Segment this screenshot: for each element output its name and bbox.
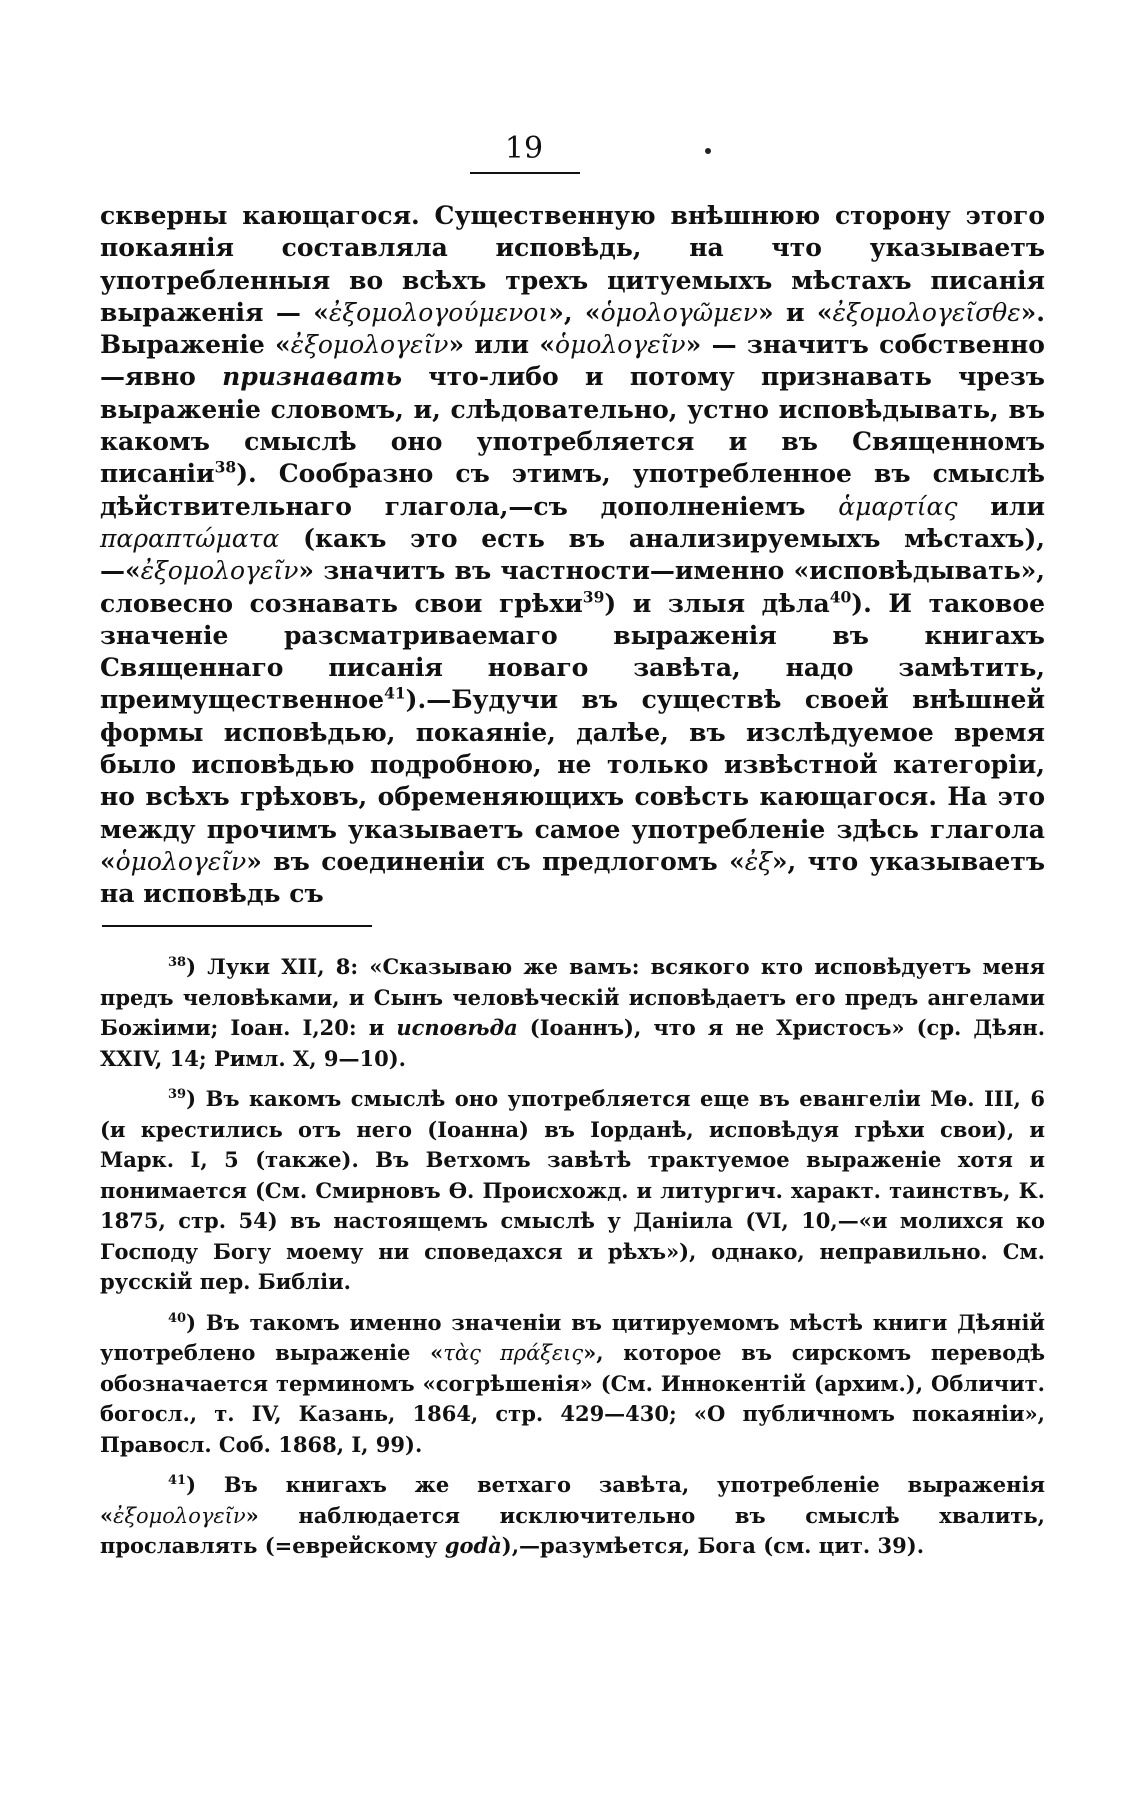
footnote-ref-39: 39	[582, 587, 605, 607]
page-number: 19	[504, 131, 544, 166]
footnote-41: $^{41}$) Въ книгахъ же ветхаго завѣта, употребленіе выраженія «ἐξομολογεῖν» наблюдается исключительно въ смыслѣ хвалить, прославлять (=еврейскому godà),—разумѣется, Бога (см. цит. 39).	[100, 1472, 1045, 1558]
main-paragraph: скверны кающагося. Существенную внѣшнюю сторону этого покаянія составляла исповѣдь, на что указываетъ употребленныя во всѣхъ трехъ цитуемыхъ мѣстахъ писанія выраженія — «ἐξομολογούμενοι», «ὁμολογῶμεν» и «ἐξομολογεῖσθε». Выраженіе «ἐξομολογεῖν» или «ὁμολογεῖν» — значитъ собственно—явно признавать что-либо и потому признавать чрезъ выраженіе словомъ, и, слѣдовательно, устно исповѣдывать, въ какомъ смыслѣ оно употребляется и въ Священномъ писаніи$^{38}$). Сообразно съ этимъ, употребленное въ смыслѣ дѣйствительнаго глагола,—съ дополненіемъ ἁμαρτίας или παραπτώματα (какъ это есть въ анализируемыхъ мѣстахъ),—«ἐξομολογεῖν» значитъ въ частности—именно «исповѣдывать», словесно сознавать свои грѣхи$^{39}$) и злыя дѣла$^{40}$). И таковое значеніе разсматриваемаго выраженія въ книгахъ Священнаго писанія новаго завѣта, надо замѣтить, преимущественное$^{41}$).—Будучи въ существѣ своей внѣшней формы исповѣдью, покаяніе, далѣе, въ изслѣдуемое время было исповѣдью подробною, не только извѣстной категоріи, но всѣхъ грѣховъ, обременяющихъ совѣсть кающагося. На это между прочимъ указываетъ самое употребленіе здѣсь глагола «ὁμολογεῖν» въ соединеніи съ предлогомъ «ἐξ», что указываетъ на исповѣдь съ	[100, 201, 1046, 909]
footnote-ref-38: 38	[214, 458, 237, 478]
footnote-ref-40: 40	[829, 587, 852, 607]
page-number-rule	[470, 172, 580, 174]
footnote-38: $^{38}$) Луки XII, 8: «Сказываю же вамъ: всякого кто исповѣдуетъ меня предъ человѣками, и Сынъ человѣческій исповѣдаетъ его предъ ангелами Божіими; Іоан. I,20: и исповѣда (Іоаннъ), что я не Христосъ» (ср. Дѣян. XXIV, 14; Римл. X, 9—10).	[100, 954, 1046, 1071]
footnote-40: $^{40}$) Въ такомъ именно значеніи въ цитируемомъ мѣстѣ книги Дѣяній употреблено выраженіе «τὰς πράξεις», которое въ сирскомъ переводѣ обозначается терминомъ «согрѣшенія» (См. Иннокентій (архим.), Обличит. богосл., т. IV, Казань, 1864, стр. 429—430; «О публичномъ покаяніи», Правосл. Соб. 1868, I, 99).	[100, 1309, 1045, 1457]
footnote-ref-41: 41	[384, 684, 406, 704]
footnotes	[100, 952, 1045, 1572]
speck-mark	[705, 148, 711, 154]
main-text	[100, 200, 1045, 911]
footnote-separator	[102, 925, 372, 927]
footnote-39: $^{39}$) Въ какомъ смыслѣ оно употребляется еще въ евангеліи Мѳ. III, 6 (и крестились отъ него (Іоанна) въ Іорданѣ, исповѣдуя грѣхи свои), и Марк. I, 5 (также). Въ Ветхомъ завѣтѣ трактуемое выраженіе хотя и понимается (См. Смирновъ Ѳ. Происхожд. и литургич. характ. таинствъ, К. 1875, стр. 54) въ настоящемъ смыслѣ у Даніила (VI, 10,—«и молихся ко Господу Богу моему ни споведахся и рѣхъ»), однако, неправильно. См. русскій пер. Библіи.	[100, 1086, 1045, 1294]
